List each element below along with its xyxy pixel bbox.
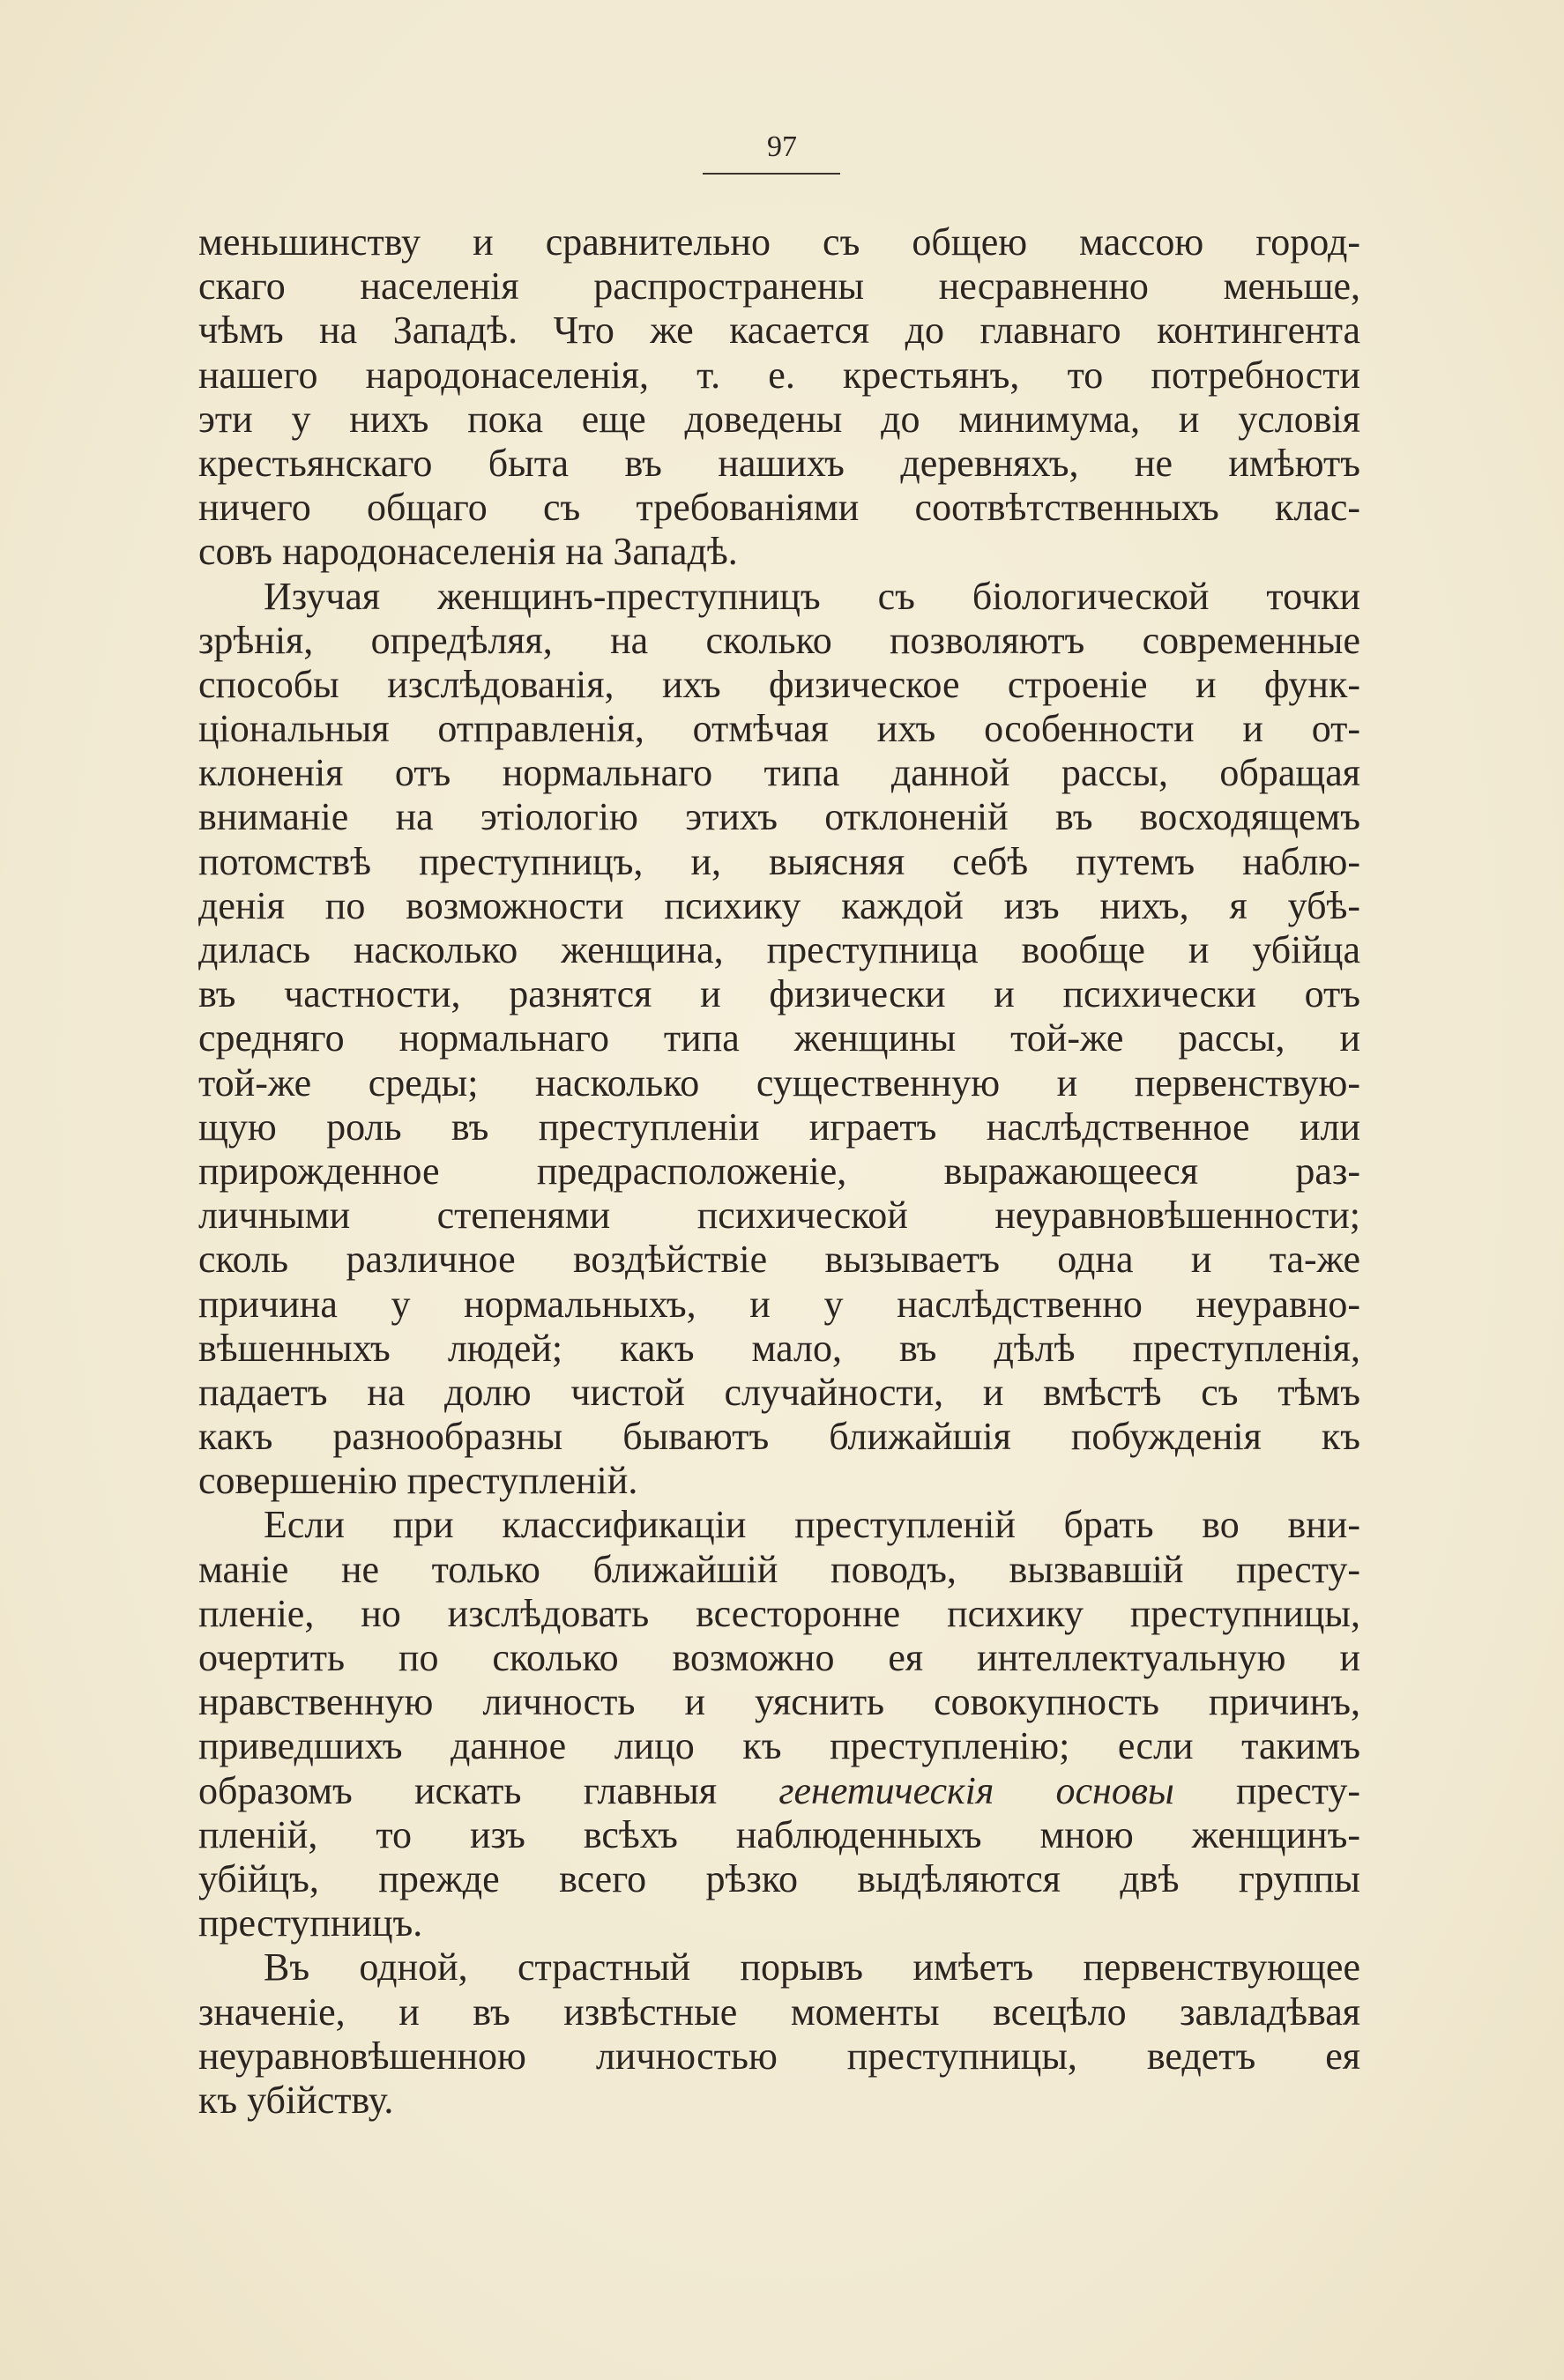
text-line: дилась насколько женщина, преступница вообще и убійца <box>198 928 1360 971</box>
text-line: причина у нормальныхъ, и у наслѣдственно неуравно- <box>198 1282 1360 1326</box>
text-line: крестьянскаго быта въ нашихъ деревняхъ, не имѣютъ <box>198 441 1360 485</box>
text-line: эти у нихъ пока еще доведены до минимума, и условія <box>198 397 1360 441</box>
body-text <box>198 220 1360 2123</box>
text-line: Изучая женщинъ-преступницъ съ біологической точки <box>264 574 1360 618</box>
text-line: щую роль въ преступленіи играетъ наслѣдственное или <box>198 1104 1360 1149</box>
text-line: какъ разнообразны бываютъ ближайшія побужденія къ <box>198 1415 1360 1459</box>
text-line: Если при классификаціи преступленій брать во вни- <box>264 1503 1360 1547</box>
page-number: 97 <box>767 130 797 163</box>
text-line: средняго нормальнаго типа женщины той-же рассы, и <box>198 1016 1360 1060</box>
text-line: значеніе, и въ извѣстные моменты всецѣло завладѣвая <box>198 1990 1360 2034</box>
text-line: пленіе, но изслѣдовать всесторонне психику преступницы, <box>198 1591 1360 1635</box>
text-line: нашего народонаселенія, т. е. крестьянъ, то потребности <box>198 353 1360 397</box>
text-line: потомствѣ преступницъ, и, выясняя себѣ путемъ наблю- <box>198 839 1360 883</box>
text-line: нравственную личность и уяснить совокупность причинъ, <box>198 1680 1360 1724</box>
text-line: меньшинству и сравнительно съ общею массою город- <box>198 220 1360 264</box>
text-line: маніе не только ближайшій поводъ, вызвавшій престу- <box>198 1547 1360 1591</box>
text-line: ціональныя отправленія, отмѣчая ихъ особенности и от- <box>198 707 1360 751</box>
text-line: убійцъ, прежде всего рѣзко выдѣляются двѣ группы <box>198 1856 1360 1900</box>
text-line: ничего общаго съ требованіями соотвѣтственныхъ клас- <box>198 486 1360 530</box>
text-line: приведшихъ данное лицо къ преступленію; если такимъ <box>198 1724 1360 1768</box>
text-line: совъ народонаселенія на Западѣ. <box>198 530 738 574</box>
text-line: сколь различное воздѣйствіе вызываетъ одна и та-же <box>198 1238 1360 1282</box>
text-line: очертить по сколько возможно ея интеллектуальную и <box>198 1636 1360 1679</box>
text-line: способы изслѣдованія, ихъ физическое строеніе и функ- <box>198 662 1360 706</box>
text-line: той-же среды; насколько существенную и первенствую- <box>198 1060 1360 1104</box>
text-line: чѣмъ на Западѣ. Что же касается до главнаго контингента <box>198 309 1360 353</box>
text-line: вѣшенныхъ людей; какъ мало, въ дѣлѣ преступленія, <box>198 1326 1360 1370</box>
text-line: совершенію преступленій. <box>198 1459 638 1503</box>
text-line: зрѣнія, опредѣляя, на сколько позволяютъ современные <box>198 618 1360 662</box>
text-line: денія по возможности психику каждой изъ нихъ, я убѣ- <box>198 883 1360 927</box>
text-line: въ частности, разнятся и физически и психически отъ <box>198 972 1360 1016</box>
emphasized-phrase: генетическія основы <box>778 1768 1174 1812</box>
text-line-with-emphasis <box>198 1769 1360 1813</box>
text-line: Въ одной, страстный порывъ имѣетъ первенствующее <box>264 1945 1360 1990</box>
text-line: скаго населенія распространены несравненно меньше, <box>198 264 1360 309</box>
text-line: клоненія отъ нормальнаго типа данной рассы, обращая <box>198 751 1360 795</box>
text-fragment: образомъ искать главныя <box>198 1768 779 1812</box>
paragraph-2 <box>198 575 1360 1504</box>
paragraph-3 <box>198 1503 1360 1945</box>
text-line: къ убійству. <box>198 2078 394 2122</box>
text-fragment: престу- <box>1173 1768 1360 1812</box>
text-line: падаетъ на долю чистой случайности, и вмѣстѣ съ тѣмъ <box>198 1370 1360 1414</box>
text-line: прирожденное предрасположеніе, выражающееся раз- <box>198 1149 1360 1193</box>
text-line: преступницъ. <box>198 1901 423 1945</box>
text-line: неуравновѣшенною личностью преступницы, ведетъ ея <box>198 2034 1360 2078</box>
text-line: личными степенями психической неуравновѣшенности; <box>198 1194 1360 1238</box>
paragraph-1 <box>198 220 1360 575</box>
text-line: вниманіе на этіологію этихъ отклоненій въ восходящемъ <box>198 795 1360 839</box>
paragraph-4 <box>198 1945 1360 2123</box>
text-line: пленій, то изъ всѣхъ наблюденныхъ мною женщинъ- <box>198 1812 1360 1856</box>
page-number-rule <box>703 173 840 175</box>
